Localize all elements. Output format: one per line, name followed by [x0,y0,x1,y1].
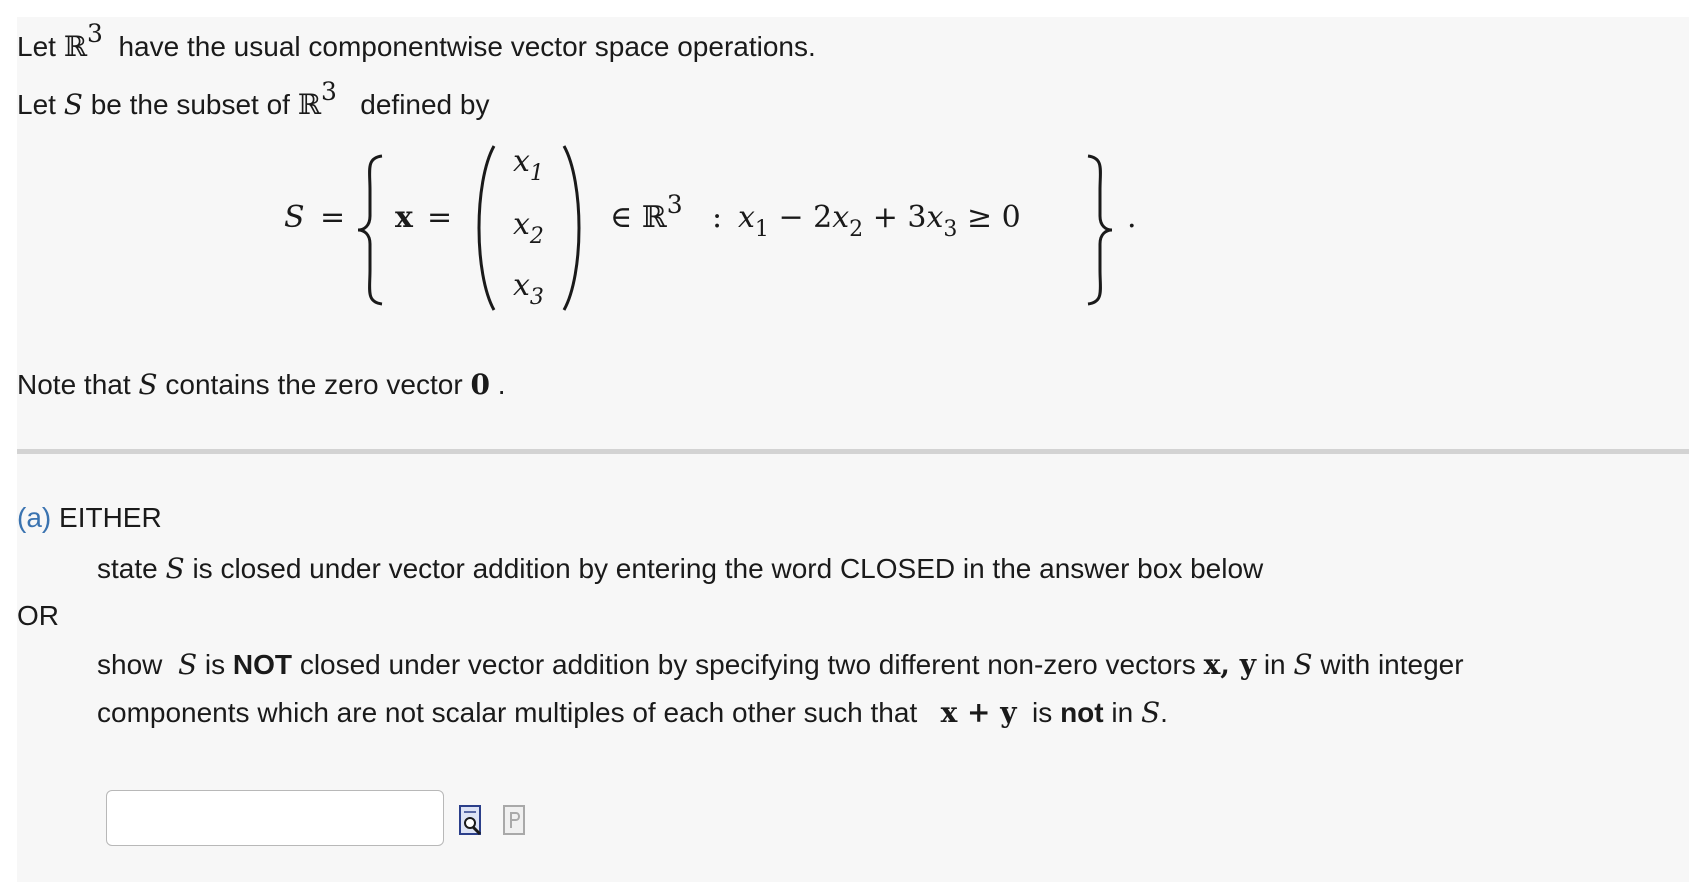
left-paren [470,142,498,314]
part-a-or: OR [17,600,59,631]
left-brace [352,150,390,310]
answer-input[interactable] [106,790,444,846]
intro-line-1: Let ℝ3 have the usual componentwise vector space operations. [17,19,816,63]
section-divider [17,449,1689,454]
part-a-heading: (a) EITHER [17,502,162,533]
part-a-option-not-closed-2: components which are not scalar multiples of each other such that x + y is not in S. [97,696,1168,729]
right-paren [560,142,588,314]
preview-icon[interactable] [458,804,484,838]
part-a-option-closed: state S is closed under vector addition by entering the word CLOSED in the answer box below [97,552,1264,585]
right-brace [1080,150,1118,310]
syntax-help-icon[interactable] [502,804,528,838]
note-line: Note that S contains the zero vector 0 . [17,368,506,401]
part-a-option-not-closed-1: show S is NOT closed under vector addition by specifying two different non-zero vectors x, y in S with integer [97,648,1464,681]
intro-line-2: Let S be the subset of ℝ3 defined by [17,77,490,121]
